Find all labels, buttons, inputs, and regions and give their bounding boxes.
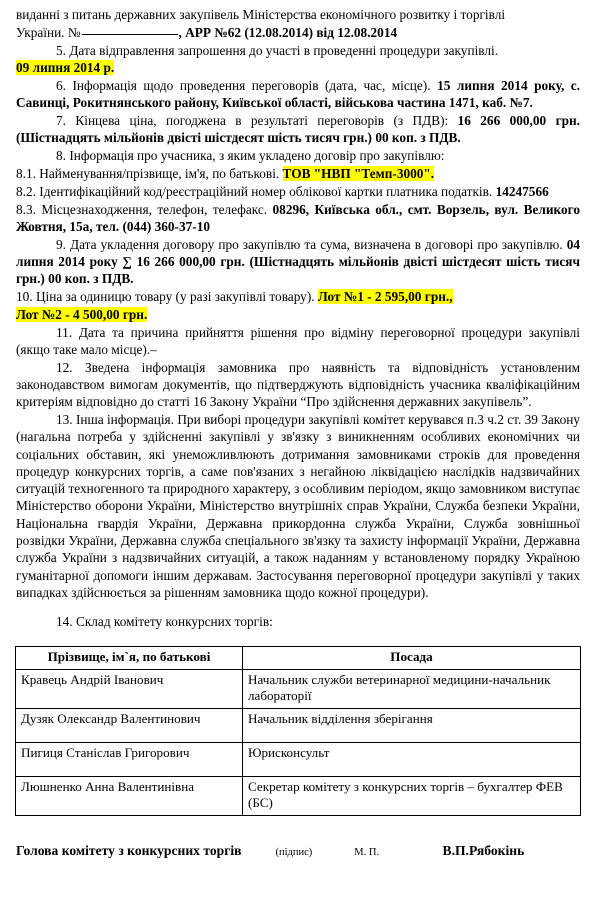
spacer-before-table [16, 630, 580, 646]
item-8-2-value: 14247566 [495, 183, 549, 199]
item-11-label: Дата та причина прийняття рішення про відміну переговорної процедури закупівлі (якщо таке мало місце).– [16, 324, 580, 357]
item-9-label: Дата укладення договору про закупівлю та сума, визначена в договорі про закупівлю. [70, 236, 563, 252]
signature-caption: (підпис) [275, 846, 313, 858]
item-10-lot1-highlight: Лот №1 - 2 595,00 грн., [317, 289, 453, 304]
item-5-value-highlight: 09 липня 2014 р. [16, 60, 115, 76]
item-8 [16, 147, 580, 164]
member-name: Люшненко Анна Валентинівна [16, 776, 243, 815]
item-14-number: 14. [56, 613, 73, 629]
table-row [16, 776, 581, 815]
signatory-name: В.П.Рябокінь [442, 842, 525, 858]
item-10-lot2-row [16, 306, 580, 323]
register-number-blank [82, 34, 178, 35]
signature-caption-group [248, 846, 433, 860]
member-position: Начальник відділення зберігання [243, 708, 581, 742]
table-row [16, 742, 581, 776]
signature-line-group [248, 845, 433, 860]
column-header-name: Прізвище, ім`я, по батькові [16, 647, 243, 669]
item-12-label: Зведена інформація замовника про наявність та відповідність установленим законодавством вимогам документів, що підтверджують відповідність учасника кваліфікаційним критеріям відповідно до статті 16 Закону України “Про здійснення державних закупівель”. [16, 359, 580, 410]
item-12 [16, 359, 580, 411]
column-header-position: Посада [243, 647, 581, 669]
item-7 [16, 112, 580, 147]
item-5-number: 5. [56, 42, 66, 58]
item-8-1-number: 8.1. [16, 166, 36, 182]
member-position: Юрисконсульт [243, 742, 581, 776]
signature-title: Голова комітету з конкурсних торгів [16, 842, 242, 858]
item-8-3-value: 08296, Київська обл., смт. Ворзель, вул. Великого Жовтня, 15а, тел. (044) 360-37-10 [16, 201, 580, 234]
item-10-lot2-highlight: Лот №2 - 4 500,00 грн. [16, 306, 148, 322]
item-12-number: 12. [56, 359, 73, 375]
intro-register-prefix: України. № [16, 24, 81, 40]
item-5-label: Дата відправлення запрошення до участі в проведенні процедури закупівлі. [69, 42, 499, 58]
item-6-value: 15 липня 2014 року, с. Савинці, Рокитнянського району, Київської області, військова частина 1471, каб. №7. [16, 78, 581, 111]
intro-line-2 [16, 24, 580, 41]
item-8-2 [16, 183, 580, 200]
intro-line-1 [16, 6, 580, 23]
item-5 [16, 42, 580, 59]
item-8-number: 8. [56, 148, 66, 164]
item-9-number: 9. [56, 236, 66, 252]
item-8-3-label: Місцезнаходження, телефон, телефакс. [41, 201, 268, 217]
signature-block [16, 842, 580, 860]
item-7-label: Кінцева ціна, погоджена в результаті переговорів (з ПДВ): [75, 113, 449, 129]
item-9-amount: 16 266 000,00 грн. (Шістнадцять мільйонів двісті шістдесят шість тисяч грн.) 00 коп. з ПДВ. [16, 253, 580, 287]
intro-line-1-text: виданні з питань державних закупівель Міністерства економічного розвитку і торгівлі [16, 7, 506, 22]
table-row [16, 669, 581, 708]
item-10 [16, 288, 580, 305]
item-9-date: 04 липня 2014 року [16, 236, 580, 269]
committee-table [15, 646, 581, 815]
item-8-2-number: 8.2. [16, 183, 36, 199]
item-13 [16, 411, 580, 601]
member-name: Кравець Андрій Іванович [16, 669, 243, 708]
item-11-number: 11. [56, 324, 73, 340]
item-8-1-value-highlight: ТОВ "НВП "Темп-3000". [282, 166, 435, 182]
item-7-value: 16 266 000,00 грн. (Шістнадцять мільйонів двісті шістдесят шість тисяч грн.) 00 коп. з ПДВ. [16, 113, 580, 146]
item-5-value-row [16, 59, 580, 76]
item-8-1 [16, 165, 580, 182]
item-14 [16, 613, 580, 630]
item-6-number: 6. [56, 78, 66, 94]
item-6 [16, 77, 580, 112]
item-8-2-label: Ідентифікаційний код/реєстраційний номер облікової картки платника податків. [39, 183, 493, 199]
member-name: Пигиця Станіслав Григорович [16, 742, 243, 776]
item-9 [16, 236, 580, 288]
member-name: Дузяк Олександр Валентинович [16, 708, 243, 742]
table-row [16, 708, 581, 742]
member-position: Начальник служби ветеринарної медицини-начальник лабораторії [243, 669, 581, 708]
item-13-label: Інша інформація. При виборі процедури закупівлі комітет керувався п.3 ч.2 ст. 39 Закону (нагальна потреба у здійсненні закупівлі у зв'язку з виникненням особливих економічних чи соціальних обставин, які унеможливлюють дотримання замовниками строків для проведення процедур конкурсних торгів, а саме пов'язаних з негайною ліквідацією наслідків надзвичайних ситуацій техногенного та природного характеру, з особливим періодом, якщо замовником виступає Міністерство оборони України, Міністерство внутрішніх справ України, Служба безпеки України, Національна гвардія України, Державна прикордонна служба України, Служба зовнішньої розвідки України, Державна служба спеціального зв'язку та захисту інформації України, Державна служба України з надзвичайних ситуацій, а також наданням у встановленому порядку Україною гуманітарної допомоги іншим державам. Застосування переговорної процедури закупівлі у таких випадках здійснюється за рішенням замовника щодо кожної процедури). [16, 411, 580, 600]
item-6-label: Інформація щодо проведення переговорів (дата, час, місце). [72, 78, 431, 94]
item-10-label: Ціна за одиницю товару (у разі закупівлі товару). [35, 289, 315, 304]
item-8-label: Інформація про учасника, з яким укладено договір про закупівлю: [69, 148, 445, 164]
item-13-number: 13. [56, 411, 73, 427]
item-10-number: 10. [16, 289, 33, 304]
member-position: Секретар комітету з конкурсних торгів – бухгалтер ФЕВ (БС) [243, 776, 581, 815]
spacer-before-item-14 [16, 602, 580, 613]
table-header-row [16, 647, 581, 669]
item-14-label: Склад комітету конкурсних торгів: [75, 613, 273, 629]
item-7-number: 7. [56, 113, 66, 129]
item-8-3-number: 8.3. [16, 201, 36, 217]
item-8-1-label: Найменування/прізвище, ім'я, по батькові. [39, 166, 280, 182]
seal-caption: М. П. [354, 846, 380, 858]
sum-sigma-symbol: ∑ [122, 253, 132, 269]
item-11 [16, 324, 580, 359]
item-8-3 [16, 201, 580, 236]
intro-app-reference: , АРР №62 (12.08.2014) від 12.08.2014 [178, 24, 398, 40]
